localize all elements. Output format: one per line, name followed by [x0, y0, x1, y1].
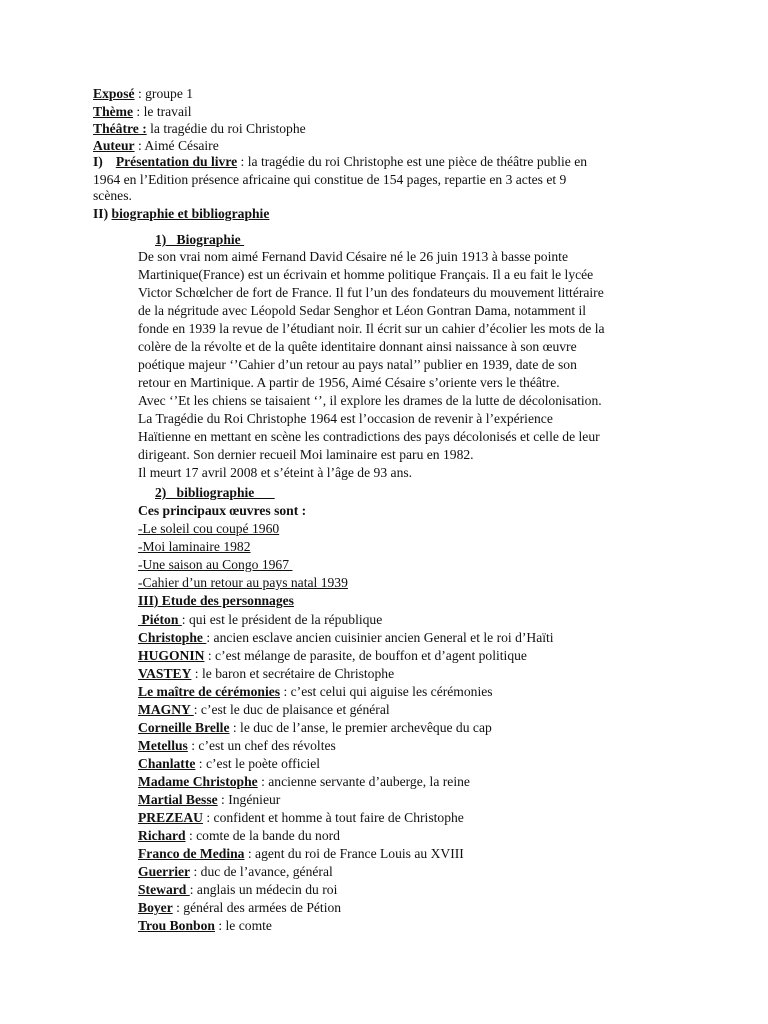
bio-line: De son vrai nom aimé Fernand David Césaire né le 26 juin 1913 à basse pointe [138, 249, 568, 264]
bio-line: poétique majeur ‘’Cahier d’un retour au pays natal’’ publier en 1939, date de son [138, 357, 577, 372]
character-name: Steward [138, 882, 190, 897]
section2-title: biographie et bibliographie [111, 206, 270, 221]
character-name: Piéton [138, 612, 182, 627]
theme-line [93, 103, 192, 121]
character-item [138, 629, 554, 647]
character-item [138, 827, 340, 845]
bio-line: Avec ‘’Et les chiens se taisaient ‘’, il explore les drames de la lutte de décolonisation. [138, 393, 602, 408]
expose-label: Exposé [93, 86, 135, 101]
character-desc: : anglais un médecin du roi [189, 882, 338, 897]
character-item [138, 899, 341, 917]
character-name: VASTEY [138, 666, 192, 681]
biographie-subtitle: 1) Biographie [155, 232, 245, 247]
character-name: Chanlatte [138, 756, 196, 771]
character-item [138, 611, 382, 629]
character-desc: : c’est le poète officiel [195, 756, 321, 771]
bio-line: La Tragédie du Roi Christophe 1964 est l’occasion de revenir à l’expérience [138, 411, 553, 426]
character-name: MAGNY [138, 702, 194, 717]
section1-number: I) [93, 154, 103, 169]
character-item [138, 881, 337, 899]
character-desc: : c’est un chef des révoltes [187, 738, 336, 753]
section1-text-line1: : la tragédie du roi Christophe est une pièce de théâtre publie en [237, 154, 588, 169]
bio-line: Haïtienne en mettant en scène les contradictions des pays décolonisés et celle de leur [138, 429, 600, 444]
character-name: PREZEAU [138, 810, 203, 825]
character-item [138, 845, 464, 863]
character-item [138, 863, 333, 881]
character-item [138, 737, 336, 755]
character-name: Richard [138, 828, 186, 843]
auteur-label: Auteur [93, 138, 135, 153]
character-desc: : le duc de l’anse, le premier archevêque du cap [229, 720, 492, 735]
works-heading: Ces principaux œuvres sont : [138, 503, 307, 518]
character-desc: : le comte [214, 918, 272, 933]
bio-line: Il meurt 17 avril 2008 et s’éteint à l’âge de 93 ans. [138, 465, 413, 480]
theatre-value: la tragédie du roi Christophe [146, 121, 306, 136]
expose-line [93, 85, 193, 103]
work-item: -Une saison au Congo 1967 [138, 557, 293, 572]
character-desc: : c’est le duc de plaisance et général [193, 702, 390, 717]
section1-text-line3: scènes. [93, 188, 132, 203]
character-desc: : ancienne servante d’auberge, la reine [257, 774, 470, 789]
character-desc: : duc de l’avance, général [190, 864, 333, 879]
bio-line: colère de la révolte et de la quête identitaire donnant ainsi naissance à son œuvre [138, 339, 577, 354]
bio-line: Martinique(France) est un écrivain et homme politique Français. Il a eu fait le lycée [138, 267, 594, 282]
character-name: Corneille Brelle [138, 720, 230, 735]
character-item [138, 701, 390, 719]
character-name: Christophe [138, 630, 207, 645]
section1-text-line2: 1964 en l’Edition présence africaine qui constitue de 154 pages, repartie en 3 actes et 9 [93, 172, 567, 187]
theme-label: Thème [93, 104, 134, 119]
character-item [138, 917, 272, 935]
section3-title: III) Etude des personnages [138, 593, 294, 608]
bio-line: retour en Martinique. A partir de 1956, Aimé Césaire s’oriente vers le théâtre. [138, 375, 560, 390]
character-name: Franco de Medina [138, 846, 245, 861]
section2-number: II) [93, 206, 109, 221]
section1-line1 [93, 153, 587, 171]
theme-value: : le travail [133, 104, 192, 119]
expose-value: : groupe 1 [134, 86, 194, 101]
theatre-line [93, 120, 306, 138]
character-desc: : Ingénieur [217, 792, 281, 807]
character-desc: : agent du roi de France Louis au XVIII [244, 846, 464, 861]
character-item [138, 683, 493, 701]
theatre-label: Théâtre : [93, 121, 147, 136]
character-item [138, 755, 320, 773]
work-item: -Cahier d’un retour au pays natal 1939 [138, 575, 348, 590]
auteur-value: : Aimé Césaire [134, 138, 219, 153]
character-name: Trou Bonbon [138, 918, 215, 933]
bio-line: de la négritude avec Léopold Sedar Senghor et Léon Gontran Dama, notamment il [138, 303, 587, 318]
character-name: Martial Besse [138, 792, 218, 807]
work-item: -Le soleil cou coupé 1960 [138, 521, 280, 536]
character-desc: : c’est mélange de parasite, de bouffon et d’agent politique [204, 648, 527, 663]
character-desc: : ancien esclave ancien cuisinier ancien General et le roi d’Haïti [206, 630, 554, 645]
character-name: HUGONIN [138, 648, 205, 663]
character-name: Boyer [138, 900, 173, 915]
character-item [138, 809, 464, 827]
character-name: Le maître de cérémonies [138, 684, 281, 699]
bio-line: dirigeant. Son dernier recueil Moi laminaire est paru en 1982. [138, 447, 474, 462]
character-item [138, 647, 527, 665]
character-item [138, 791, 280, 809]
character-desc: : comte de la bande du nord [185, 828, 340, 843]
bio-line: fonde en 1939 la revue de l’étudiant noir. Il écrit sur un cahier d’écolier les mots de la [138, 321, 605, 336]
character-desc: : qui est le président de la république [181, 612, 383, 627]
character-item [138, 665, 394, 683]
character-desc: : confident et homme à tout faire de Christophe [202, 810, 464, 825]
section2-heading [93, 205, 269, 223]
bio-line: Victor Schœlcher de fort de France. Il fut l’un des fondateurs du mouvement littéraire [138, 285, 604, 300]
section1-title: Présentation du livre [115, 154, 238, 169]
character-name: Guerrier [138, 864, 191, 879]
character-desc: : le baron et secrétaire de Christophe [191, 666, 395, 681]
bibliographie-subtitle: 2) bibliographie [155, 485, 275, 500]
character-name: Metellus [138, 738, 188, 753]
work-item: -Moi laminaire 1982 [138, 539, 251, 554]
character-item [138, 719, 492, 737]
character-item [138, 773, 470, 791]
character-desc: : général des armées de Pétion [172, 900, 342, 915]
character-desc: : c’est celui qui aiguise les cérémonies [280, 684, 493, 699]
character-name: Madame Christophe [138, 774, 258, 789]
